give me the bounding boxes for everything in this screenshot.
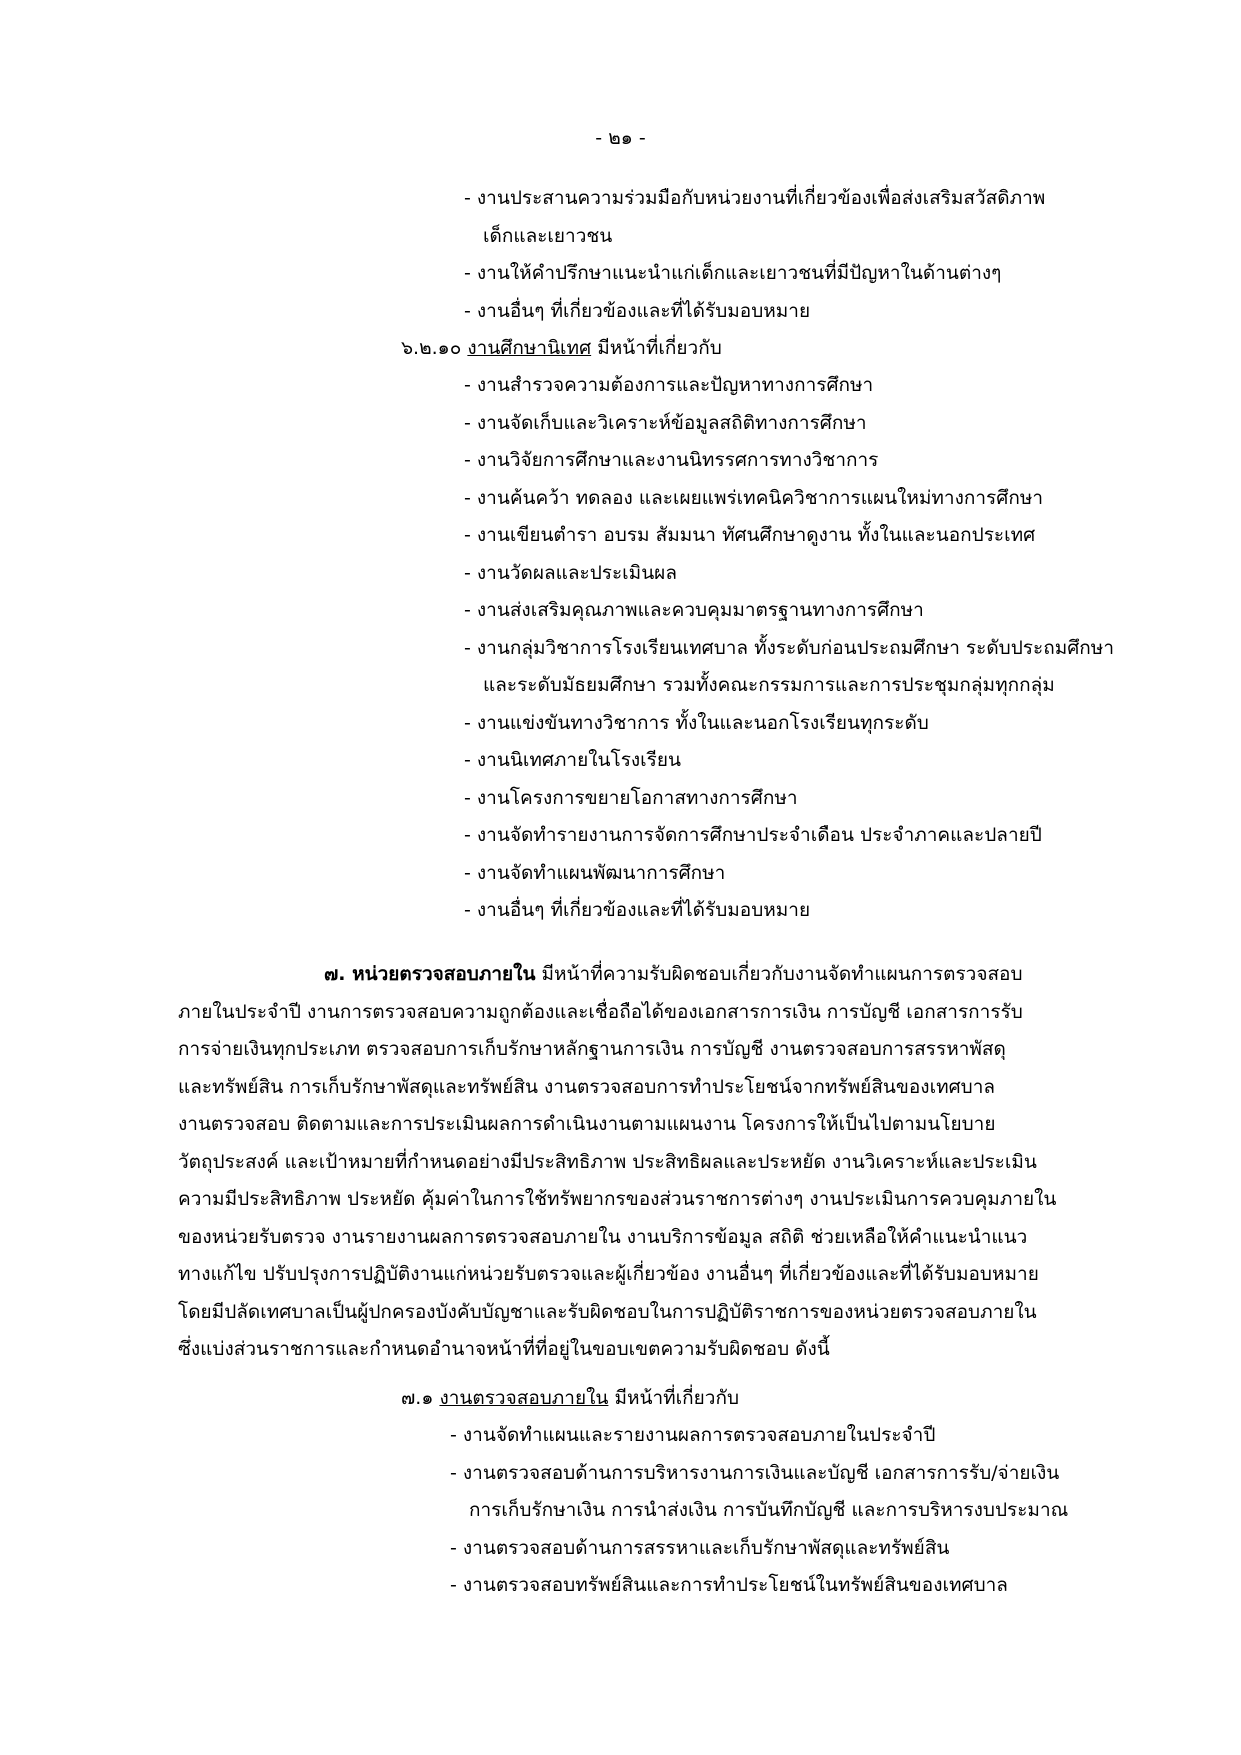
list-item: - งานจัดเก็บและวิเคราะห์ข้อมูลสถิติทางการศึกษา (464, 411, 867, 434)
list-item: - งานนิเทศภายในโรงเรียน (464, 749, 681, 771)
section-title: งานศึกษานิเทศ (467, 337, 592, 359)
list-item: - งานจัดทำรายงานการจัดการศึกษาประจำเดือน ประจำภาคและปลายปี (464, 824, 1042, 846)
paragraph-line: ซึ่งแบ่งส่วนราชการและกำหนดอำนาจหน้าที่ที่อยู่ในขอบเขตความรับผิดชอบ ดังนี้ (178, 1338, 830, 1360)
list-item: - งานแข่งขันทางวิชาการ ทั้งในและนอกโรงเรียนทุกระดับ (464, 711, 929, 734)
paragraph-line: มีหน้าที่ความรับผิดชอบเกี่ยวกับงานจัดทำแผนการตรวจสอบ (541, 963, 1023, 985)
list-item: - งานเขียนตำรา อบรม สัมมนา ทัศนศึกษาดูงาน ทั้งในและนอกประเทศ (464, 524, 1036, 546)
list-item: - งานส่งเสริมคุณภาพและควบคุมมาตรฐานทางการศึกษา (464, 599, 924, 621)
section-6-2-10-list (464, 367, 1114, 930)
list-item: - งานอื่นๆ ที่เกี่ยวข้องและที่ได้รับมอบหมาย (464, 299, 811, 322)
section-7-title: ๗. หน่วยตรวจสอบภายใน (324, 963, 536, 985)
list-item: - งานจัดทำแผนพัฒนาการศึกษา (464, 861, 726, 884)
section-7-1-list (450, 1417, 1068, 1605)
list-item: - งานสำรวจความต้องการและปัญหาทางการศึกษา (464, 374, 874, 396)
list-item: - งานโครงการขยายโอกาสทางการศึกษา (464, 786, 798, 809)
list-item: - งานประสานความร่วมมือกับหน่วยงานที่เกี่ยวข้องเพื่อส่งเสริมสวัสดิภาพ (464, 187, 1046, 209)
list-item: - งานวิจัยการศึกษาและงานนิทรรศการทางวิชาการ (464, 449, 879, 471)
paragraph-line: ของหน่วยรับตรวจ งานรายงานผลการตรวจสอบภายใน งานบริการข้อมูล สถิติ ช่วยเหลือให้คำแนะนำแนว (178, 1225, 1028, 1248)
list-item: - งานกลุ่มวิชาการโรงเรียนเทศบาล ทั้งระดับก่อนประถมศึกษา ระดับประถมศึกษา (464, 636, 1114, 659)
list-item: - งานตรวจสอบทรัพย์สินและการทำประโยชน์ในทรัพย์สินของเทศบาล (450, 1574, 1008, 1596)
section-title: งานตรวจสอบภายใน (439, 1387, 609, 1409)
list-item: - งานตรวจสอบด้านการสรรหาและเก็บรักษาพัสดุและทรัพย์สิน (450, 1536, 950, 1559)
section-suffix: มีหน้าที่เกี่ยวกับ (597, 337, 722, 359)
section-7-paragraph (178, 956, 1128, 1369)
list-item-continuation: การเก็บรักษาเงิน การนำส่งเงิน การบันทึกบัญชี และการบริหารงบประมาณ (469, 1499, 1069, 1521)
section-number: ๖.๒.๑๐ (401, 337, 462, 359)
paragraph-first-line (178, 956, 1128, 994)
list-item: - งานจัดทำแผนและรายงานผลการตรวจสอบภายในประจำปี (450, 1424, 936, 1446)
paragraph-line: โดยมีปลัดเทศบาลเป็นผู้ปกครองบังคับบัญชาและรับผิดชอบในการปฏิบัติราชการของหน่วยตรวจสอบภายใน (178, 1300, 1037, 1323)
paragraph-line: วัตถุประสงค์ และเป้าหมายที่กำหนดอย่างมีประสิทธิภาพ ประสิทธิผลและประหยัด งานวิเคราะห์และประเมิน (178, 1150, 1037, 1173)
list-item: - งานให้คำปรึกษาแนะนำแก่เด็กและเยาวชนที่มีปัญหาในด้านต่างๆ (464, 262, 1002, 284)
paragraph-line: ความมีประสิทธิภาพ ประหยัด คุ้มค่าในการใช้ทรัพยากรของส่วนราชการต่างๆ งานประเมินการควบคุมภายใน (178, 1188, 1057, 1210)
section-7-1-heading (401, 1380, 739, 1418)
paragraph-line: ทางแก้ไข ปรับปรุงการปฏิบัติงานแก่หน่วยรับตรวจและผู้เกี่ยวข้อง งานอื่นๆ ที่เกี่ยวข้องและที่ได้รับมอบหมาย (178, 1263, 1039, 1285)
list-item: - งานวัดผลและประเมินผล (464, 561, 677, 584)
top-bullet-list (464, 180, 1045, 330)
list-item: - งานค้นคว้า ทดลอง และเผยแพร่เทคนิควิชาการแผนใหม่ทางการศึกษา (464, 486, 1044, 509)
list-item: - งานอื่นๆ ที่เกี่ยวข้องและที่ได้รับมอบหมาย (464, 899, 811, 921)
section-suffix: มีหน้าที่เกี่ยวกับ (614, 1387, 740, 1409)
section-number: ๗.๑ (401, 1387, 434, 1409)
list-item-continuation: และระดับมัธยมศึกษา รวมทั้งคณะกรรมการและการประชุมกลุ่มทุกกลุ่ม (483, 674, 1055, 696)
paragraph-line: ภายในประจำปี งานการตรวจสอบความถูกต้องและเชื่อถือได้ของเอกสารการเงิน การบัญชี เอกสารการรับ (178, 1000, 1023, 1023)
list-item-continuation: เด็กและเยาวชน (483, 224, 613, 247)
page-number: - ๒๑ - (595, 127, 646, 149)
list-item: - งานตรวจสอบด้านการบริหารงานการเงินและบัญชี เอกสารการรับ/จ่ายเงิน (450, 1461, 1060, 1484)
paragraph-line: และทรัพย์สิน การเก็บรักษาพัสดุและทรัพย์สิน งานตรวจสอบการทำประโยชน์จากทรัพย์สินของเทศบาล (178, 1075, 996, 1098)
paragraph-line: การจ่ายเงินทุกประเภท ตรวจสอบการเก็บรักษาหลักฐานการเงิน การบัญชี งานตรวจสอบการสรรหาพัสดุ (178, 1038, 1006, 1060)
section-6-2-10-heading (401, 330, 722, 368)
paragraph-line: งานตรวจสอบ ติดตามและการประเมินผลการดำเนินงานตามแผนงาน โครงการให้เป็นไปตามนโยบาย (178, 1113, 996, 1135)
